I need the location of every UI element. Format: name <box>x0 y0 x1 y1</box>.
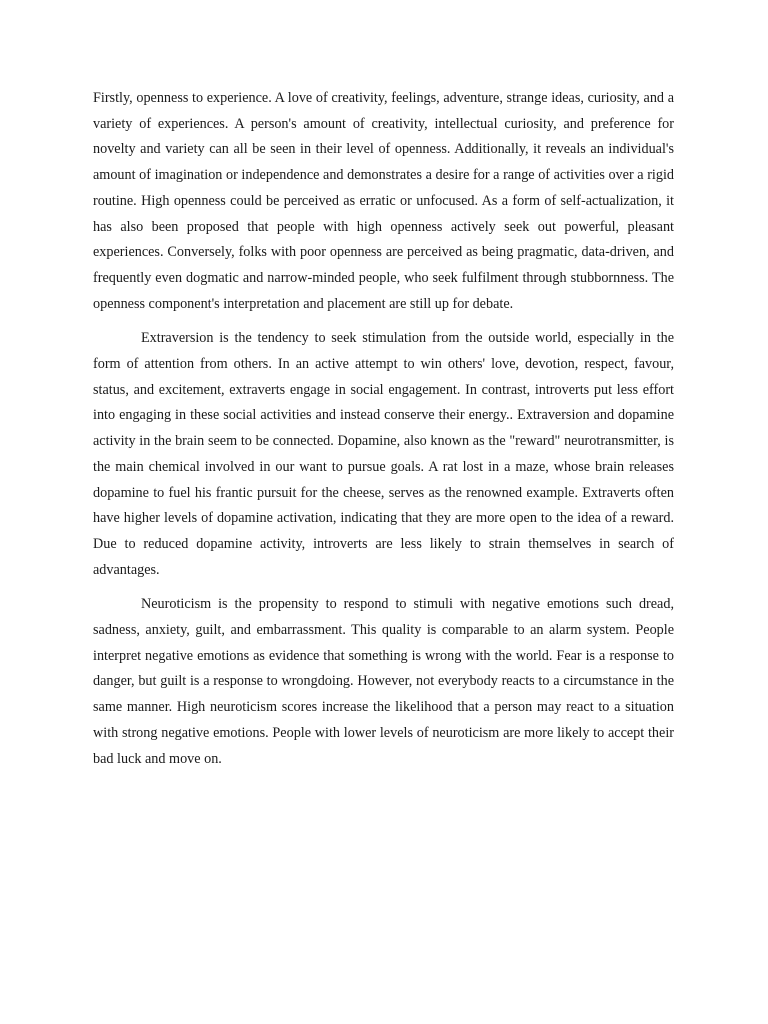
paragraph-neuroticism: Neuroticism is the propensity to respond to stimuli with negative emotions such dread, sadness, anxiety, guilt, and embarrassment. This quality is comparable to an alarm system. People interpret negative emotions as evidence that something is wrong with the world. Fear is a response to danger, but guilt is a response to wrongdoing. However, not everybody reacts to a circumstance in the same manner. High neuroticism scores increase the likelihood that a person may react to a situation with strong negative emotions. People with lower levels of neuroticism are more likely to accept their bad luck and move on. <box>93 596 674 767</box>
paragraph-extraversion: Extraversion is the tendency to seek stimulation from the outside world, especially in the form of attention from others. In an active attempt to win others' love, devotion, respect, favour, status, and excitement, extraverts engage in social engagement. In contrast, introverts put less effort into engaging in these social activities and instead conserve their energy.. Extraversion and dopamine activity in the brain seem to be connected. Dopamine, also known as the "reward" neurotransmitter, is the main chemical involved in our want to pursue goals. A rat lost in a maze, whose brain releases dopamine to fuel his frantic pursuit for the cheese, serves as the renowned example. Extraverts often have higher levels of dopamine activation, indicating that they are more open to the idea of a reward. Due to reduced dopamine activity, introverts are less likely to strain themselves in search of advantages. <box>93 330 674 578</box>
paragraph-openness: Firstly, openness to experience. A love of creativity, feelings, adventure, strange ideas, curiosity, and a variety of experiences. A person's amount of creativity, intellectual curiosity, and preference for novelty and variety can all be seen in their level of openness. Additionally, it reveals an individual's amount of imagination or independence and demonstrates a desire for a range of activities over a rigid routine. High openness could be perceived as erratic or unfocused. As a form of self-actualization, it has also been proposed that people with high openness actively seek out powerful, pleasant experiences. Conversely, folks with poor openness are perceived as being pragmatic, data-driven, and frequently even dogmatic and narrow-minded people, who seek fulfilment through stubbornness. The openness component's interpretation and placement are still up for debate. <box>93 90 674 312</box>
document-body <box>93 86 674 781</box>
